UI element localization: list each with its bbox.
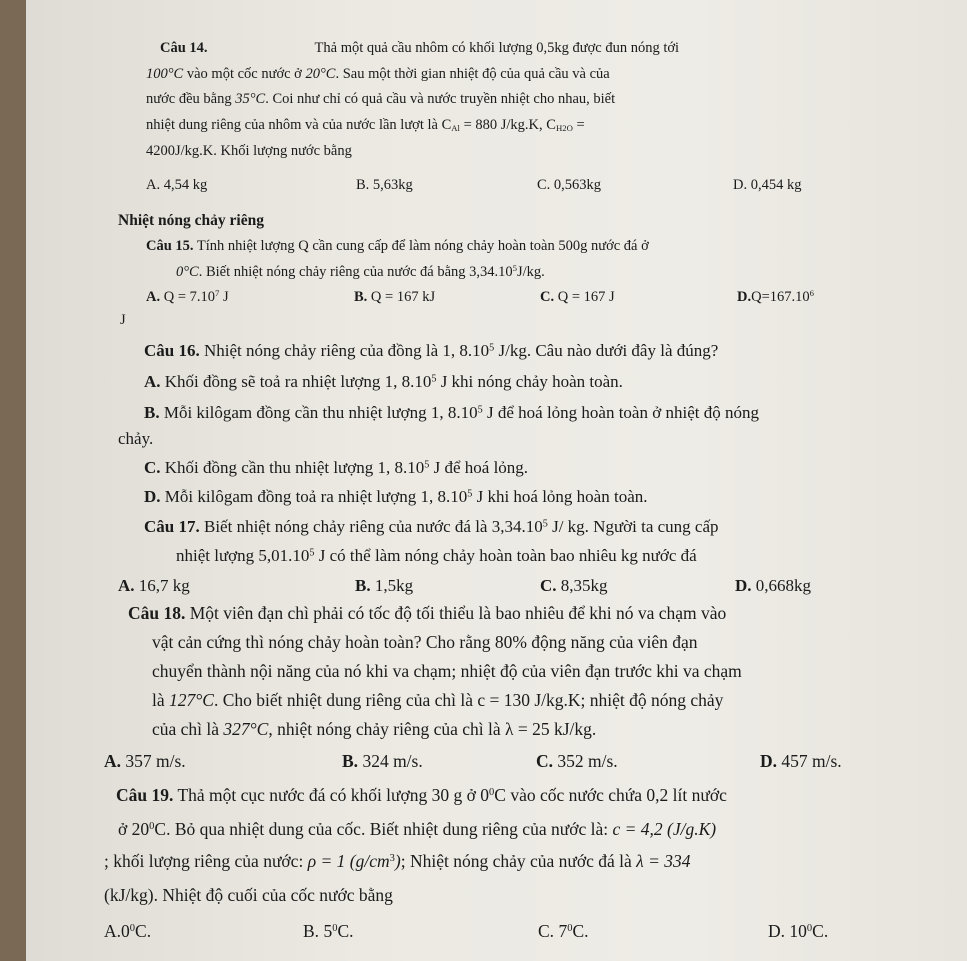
q18-option-d[interactable]: D. 457 m/s. <box>760 751 842 771</box>
q14-option-a[interactable]: A. 4,54 kg <box>146 177 208 193</box>
q15-option-d[interactable]: $D.Q=167.10^6$ <box>737 288 814 305</box>
q15-label: Câu 15. <box>146 238 194 254</box>
q18-label: Câu 18. <box>128 603 186 623</box>
q19-label: Câu 19. <box>116 785 174 805</box>
q18-line-4: là 127°C. Cho biết nhiệt dung riêng của chì là c = 130 J/kg.K; nhiệt độ nóng chảy <box>152 690 724 710</box>
q14-line-1: Câu 14. Thả một quả cầu nhôm có khối lượng 0,5kg được đun nóng tới <box>160 40 680 56</box>
q14-option-b[interactable]: B. 5,63kg <box>356 177 413 193</box>
q15-option-d-wrap: J <box>120 312 126 328</box>
q14-line-3: nước đều bằng 35°C. Coi như chỉ có quả cầu và nước truyền nhiệt cho nhau, biết <box>146 91 616 107</box>
q15-option-b[interactable]: B. Q = 167 kJ <box>354 289 436 305</box>
q16-line-1: Câu 16. Nhiệt nóng chảy riêng của đồng là 1, 8.10$^5$ J/kg. Câu nào dưới đây là đúng? <box>144 341 719 360</box>
q14-line-4: nhiệt dung riêng của nhôm và của nước lần lượt là $C_{Al} = 880$ J/kg.K, $C_{H2O}$ = <box>146 117 585 134</box>
q18-line-2: vật cản cứng thì nóng chảy hoàn toàn? Cho rằng 80% động năng của viên đạn <box>152 632 698 652</box>
q15-line-1: Câu 15. Tính nhiệt lượng Q cần cung cấp để làm nóng chảy hoàn toàn 500g nước đá ở <box>146 238 649 254</box>
q15-option-c[interactable]: C. Q = 167 J <box>540 289 615 305</box>
q18-line-3: chuyển thành nội năng của nó khi va chạm; nhiệt độ của viên đạn trước khi va chạm <box>152 661 742 681</box>
q17-option-c[interactable]: C. 8,35kg <box>540 576 608 595</box>
q18-option-a[interactable]: A. 357 m/s. <box>104 751 186 771</box>
q19-line-3: ; khối lượng riêng của nước: ρ = 1 $(g/cm^3)$; Nhiệt nóng chảy của nước đá là λ = 334 <box>104 851 691 871</box>
q16-option-d[interactable]: D. Mỗi kilôgam đồng toả ra nhiệt lượng 1, 8.10$^5$ J khi hoá lỏng hoàn toàn. <box>144 487 648 506</box>
q14-option-d[interactable]: D. 0,454 kg <box>733 177 802 193</box>
q15-line-2: 0°C. Biết nhiệt nóng chảy riêng của nước đá bằng 3,34.10$^5$J/kg. <box>176 263 545 280</box>
q15-option-a[interactable]: A. $Q = 7.10^7$ J <box>146 288 229 305</box>
q16-option-b-wrap: chảy. <box>118 429 154 448</box>
q17-option-d[interactable]: D. 0,668kg <box>735 576 812 595</box>
q16-label: Câu 16. <box>144 341 200 360</box>
q16-option-a[interactable]: A. Khối đồng sẽ toả ra nhiệt lượng 1, 8.10$^5$ J khi nóng chảy hoàn toàn. <box>144 372 623 391</box>
q17-line-2: nhiệt lượng 5,01.10$^5$ J có thể làm nóng chảy hoàn toàn bao nhiêu kg nước đá <box>176 546 697 565</box>
q19-line-1: Câu 19. Thả một cục nước đá có khối lượng 30 g ở $0^0C$ vào cốc nước chứa 0,2 lít nước <box>116 785 727 805</box>
q19-option-c[interactable]: C. $7^0C$. <box>538 921 589 941</box>
q19-option-d[interactable]: D. $10^0C$. <box>768 921 829 941</box>
q18-line-1: Câu 18. Một viên đạn chì phải có tốc độ tối thiểu là bao nhiêu để khi nó va chạm vào <box>128 603 727 623</box>
q18-option-c[interactable]: C. 352 m/s. <box>536 751 618 771</box>
q16-option-b[interactable]: B. Mỗi kilôgam đồng cần thu nhiệt lượng 1, 8.10$^5$ J để hoá lỏng hoàn toàn ở nhiệt độ nóng <box>144 403 759 422</box>
q14-label: Câu 14. <box>160 40 208 56</box>
q17-option-a[interactable]: A. 16,7 kg <box>118 576 190 595</box>
q14-line-5: 4200J/kg.K. Khối lượng nước bằng <box>146 143 352 159</box>
q19-option-a[interactable]: $A.0^0C$. <box>104 921 152 941</box>
q19-option-b[interactable]: B. $5^0C$. <box>303 921 354 941</box>
section-title: Nhiệt nóng chảy riêng <box>118 212 264 229</box>
q17-line-1: Câu 17. Biết nhiệt nóng chảy riêng của nước đá là 3,34.10$^5$ J/ kg. Người ta cung cấp <box>144 517 719 536</box>
q18-line-5: của chì là 327°C, nhiệt nóng chảy riêng của chì là λ = 25 kJ/kg. <box>152 719 597 739</box>
q14-line-2: 100°C vào một cốc nước ở 20°C. Sau một thời gian nhiệt độ của quả cầu và của <box>146 66 610 82</box>
q19-line-4: (kJ/kg). Nhiệt độ cuối của cốc nước bằng <box>104 885 393 905</box>
q16-option-c[interactable]: C. Khối đồng cần thu nhiệt lượng 1, 8.10$^5$ J để hoá lỏng. <box>144 458 529 477</box>
q17-option-b[interactable]: B. 1,5kg <box>355 576 414 595</box>
q14-option-c[interactable]: C. 0,563kg <box>537 177 602 193</box>
q18-option-b[interactable]: B. 324 m/s. <box>342 751 423 771</box>
q19-line-2: ở $20^0C$. Bỏ qua nhiệt dung của cốc. Biết nhiệt dung riêng của nước là: c = 4,2 (J/g.K) <box>118 819 717 839</box>
q17-label: Câu 17. <box>144 517 200 536</box>
